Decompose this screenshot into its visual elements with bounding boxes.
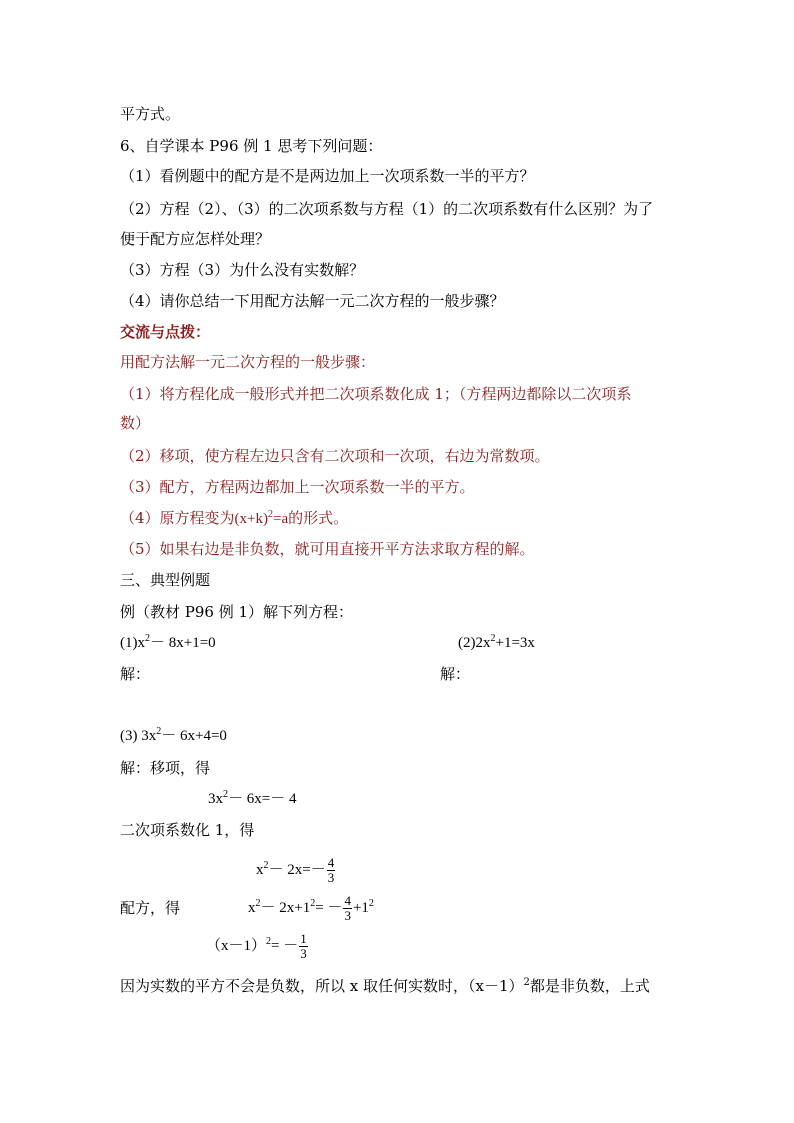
step-2: （2）移项，使方程左边只含有二次项和一次项，右边为常数项。 — [120, 447, 550, 465]
step-3: （3）配方，方程两边都加上一次项系数一半的平方。 — [120, 478, 475, 496]
question-4: （4）请你总结一下用配方法解一元二次方程的一般步骤？ — [120, 292, 505, 310]
question-2-cont: 便于配方应怎样处理？ — [120, 230, 271, 248]
step-1-cont: 数） — [120, 414, 151, 432]
solve-label-2: 解： — [440, 665, 471, 683]
question-3: （3）方程（3）为什么没有实数解？ — [120, 261, 365, 279]
solution-eq-4: $(x-1)^2=$ － $\frac{1}{3}$ — [206, 931, 307, 962]
question-heading: 6、自学课本 P96 例 1 思考下列问题： — [120, 137, 383, 155]
solution-step-normalize: 二次项系数化 1，得 — [120, 821, 255, 839]
equation-3: (3) $3x^2- 6x+4=0$ — [120, 726, 227, 744]
solution-eq-2: $x^2- 2x=-$ $\frac{4}{3}$ — [256, 855, 335, 886]
step-4-prefix: （4）原方程变为 — [120, 509, 235, 527]
fraction: $\frac{4}{3}$ — [344, 893, 351, 924]
text-line: 平方式。 — [120, 105, 181, 123]
step-4-suffix: 的形式。 — [288, 509, 349, 527]
question-1: （1）看例题中的配方是不是两边加上一次项系数一半的平方？ — [120, 167, 535, 185]
step-5: （5）如果右边是非负数，就可用直接开平方法求取方程的解。 — [120, 540, 535, 558]
solve-label-1: 解： — [120, 665, 151, 683]
step-1: （1）将方程化成一般形式并把二次项系数化成 1；（方程两边都除以二次项系 — [120, 385, 632, 403]
fraction: $\frac{1}{3}$ — [300, 931, 307, 962]
steps-intro: 用配方法解一元二次方程的一般步骤： — [120, 353, 376, 371]
solution-eq-3: $x^2- 2x+1^2=$ － $\frac{4}{3}$ $+1^2$ — [248, 893, 374, 924]
question-2: （2）方程（2）、（3）的二次项系数与方程（1）的二次项系数有什么区别？为了 — [120, 200, 654, 218]
solution-eq-1: $3x^2- 6x=- 4$ — [208, 789, 297, 807]
fraction: $\frac{4}{3}$ — [327, 855, 335, 886]
step-4 — [120, 508, 348, 529]
conclusion-line: 因为实数的平方不会是负数，所以 x 取任何实数时，$(x-1)^2$都是非负数，上式 — [120, 977, 650, 995]
solution-step-move: 解：移项，得 — [120, 759, 211, 777]
equation-1: $(1)x^2- 8x+1=0$ — [120, 633, 216, 651]
example-intro: 例（教材 P96 例 1）解下列方程： — [120, 603, 354, 621]
section-heading: 三、典型例题 — [120, 571, 211, 589]
step-4-formula: $(x+k)^2=a$ — [234, 509, 289, 527]
solution-step-complete: 配方，得 — [120, 899, 181, 917]
exchange-heading: 交流与点拨： — [120, 323, 211, 341]
equation-2: $(2)2x^2+1=3x$ — [458, 633, 535, 651]
